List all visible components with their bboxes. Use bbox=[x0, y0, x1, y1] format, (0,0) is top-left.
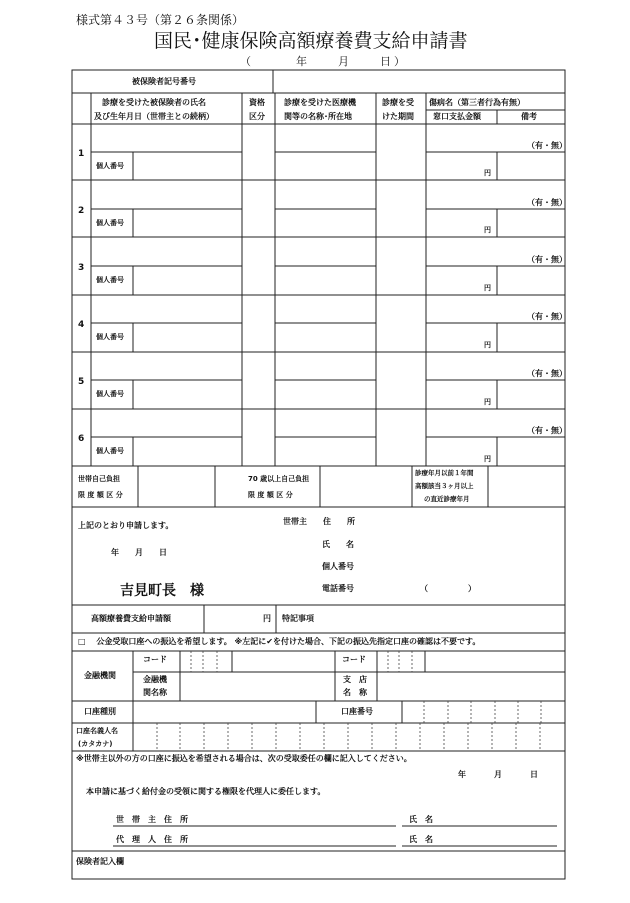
application-statement: 上記のとおり申請します。 bbox=[78, 521, 174, 530]
recent-label-2: 高額該当３ヶ月以上 bbox=[415, 482, 474, 490]
row-number: 1 bbox=[78, 149, 85, 159]
account-type-label: 口座種別 bbox=[84, 707, 116, 716]
recent-label-3: の直近診療年月 bbox=[424, 495, 470, 503]
branch-name-label-2: 名 称 bbox=[343, 688, 367, 697]
personal-number-label: 個人番号 bbox=[96, 390, 124, 398]
name-label: 氏 名 bbox=[322, 540, 354, 549]
yen-unit: 円 bbox=[484, 226, 491, 234]
third-party-choice[interactable]: （有・無） bbox=[527, 198, 567, 207]
row-number: 3 bbox=[78, 263, 85, 273]
delegation-date: 年 月 日 bbox=[458, 770, 542, 779]
header-patient-1: 診療を受けた被保険者の氏名 bbox=[102, 98, 206, 107]
mayor-addressee: 吉見町長 様 bbox=[120, 583, 204, 599]
header-disease: 傷病名（第三者行為有無） bbox=[429, 98, 525, 107]
institution-label: 金融機関 bbox=[84, 671, 116, 680]
head-name-line[interactable]: 氏 名 bbox=[409, 815, 433, 824]
account-type-field[interactable] bbox=[134, 702, 315, 722]
amount-field[interactable] bbox=[205, 606, 263, 632]
application-date: 年 月 日 bbox=[111, 548, 171, 557]
header-institution-1: 診療を受けた医療機 bbox=[284, 98, 356, 107]
institution-name-label-2: 関名称 bbox=[143, 688, 167, 697]
branch-name-label-1: 支 店 bbox=[343, 675, 367, 684]
institution-name-field[interactable] bbox=[181, 673, 334, 700]
insured-number-label: 被保険者記号番号 bbox=[132, 77, 196, 86]
phone-label: 電話番号 bbox=[322, 584, 354, 593]
household-limit-label-1: 世帯自己負担 bbox=[78, 475, 120, 483]
personal-number-label: 個人番号 bbox=[322, 562, 354, 571]
form-number: 様式第４３号（第２６条関係） bbox=[76, 13, 245, 27]
recent-date-field[interactable] bbox=[489, 467, 564, 506]
household-limit-label-2: 限 度 額 区 分 bbox=[78, 491, 123, 499]
period-line: （ 年 月 日） bbox=[240, 55, 408, 68]
row-number: 6 bbox=[78, 434, 85, 444]
amount-label: 高額療養費支給申請額 bbox=[91, 614, 171, 623]
row-number: 2 bbox=[78, 206, 85, 216]
header-period-2: けた期間 bbox=[382, 112, 414, 121]
account-number-label: 口座番号 bbox=[341, 707, 373, 716]
personal-number-label: 個人番号 bbox=[96, 447, 124, 455]
over70-limit-field[interactable] bbox=[321, 467, 411, 506]
header-qualification-1: 資格 bbox=[249, 98, 265, 107]
yen-unit: 円 bbox=[484, 398, 491, 406]
branch-code-label: コード bbox=[342, 655, 366, 664]
household-limit-field[interactable] bbox=[139, 467, 214, 506]
phone-field[interactable]: （ ） bbox=[420, 584, 476, 593]
yen-unit: 円 bbox=[484, 284, 491, 292]
public-account-checkbox[interactable]: □ 公金受取口座への振込を希望します。 ※左記に✔を付けた場合、下記の振込先指定口座の確認は不要です。 bbox=[78, 637, 481, 646]
header-patient-2: 及び生年月日（世帯主との続柄） bbox=[94, 112, 214, 121]
recent-label-1: 診療年月以前１年間 bbox=[415, 469, 474, 477]
header-qualification-2: 区分 bbox=[249, 112, 265, 121]
personal-number-label: 個人番号 bbox=[96, 162, 124, 170]
header-institution-2: 関等の名称･所在地 bbox=[284, 112, 352, 121]
head-address-line[interactable]: 世 帯 主 住 所 bbox=[116, 815, 188, 824]
branch-name-field[interactable] bbox=[378, 673, 564, 700]
yen-unit: 円 bbox=[484, 341, 491, 349]
header-remarks: 備考 bbox=[521, 112, 537, 121]
delegation-text: 本申請に基づく給付金の受領に関する権限を代理人に委任します。 bbox=[86, 787, 326, 796]
insurer-label: 保険者記入欄 bbox=[76, 857, 124, 866]
over70-limit-label-2: 限 度 額 区 分 bbox=[248, 491, 293, 499]
code-label: コード bbox=[143, 655, 167, 664]
over70-limit-label-1: 70 歳以上自己負担 bbox=[248, 475, 310, 483]
head-address-label: 世帯主 住 所 bbox=[283, 517, 355, 526]
header-payment: 窓口支払金額 bbox=[433, 112, 481, 121]
personal-number-label: 個人番号 bbox=[96, 276, 124, 284]
page-title: 国民･健康保険高額療養費支給申請書 bbox=[154, 30, 468, 52]
third-party-choice[interactable]: （有・無） bbox=[527, 255, 567, 264]
institution-name-label-1: 金融機 bbox=[143, 675, 167, 684]
personal-number-label: 個人番号 bbox=[96, 333, 124, 341]
third-party-choice[interactable]: （有・無） bbox=[527, 369, 567, 378]
special-notes-label: 特記事項 bbox=[282, 614, 314, 623]
third-party-choice[interactable]: （有・無） bbox=[527, 312, 567, 321]
amount-yen: 円 bbox=[263, 614, 271, 623]
holder-label-2: (カタカナ) bbox=[78, 740, 113, 748]
row-number: 4 bbox=[78, 320, 85, 330]
agent-address-line[interactable]: 代 理 人 住 所 bbox=[116, 835, 188, 844]
personal-number-label: 個人番号 bbox=[96, 219, 124, 227]
row-number: 5 bbox=[78, 377, 85, 387]
header-period-1: 診療を受 bbox=[382, 98, 414, 107]
yen-unit: 円 bbox=[484, 169, 491, 177]
third-party-choice[interactable]: （有・無） bbox=[527, 426, 567, 435]
yen-unit: 円 bbox=[484, 455, 491, 463]
agent-name-line[interactable]: 氏 名 bbox=[409, 835, 433, 844]
holder-label-1: 口座名義人名 bbox=[76, 727, 118, 735]
delegation-note: ※世帯主以外の方の口座に振込を希望される場合は、次の受取委任の欄に記入してください。 bbox=[76, 754, 412, 763]
insured-number-field[interactable] bbox=[274, 71, 564, 92]
third-party-choice[interactable]: （有・無） bbox=[527, 141, 567, 150]
